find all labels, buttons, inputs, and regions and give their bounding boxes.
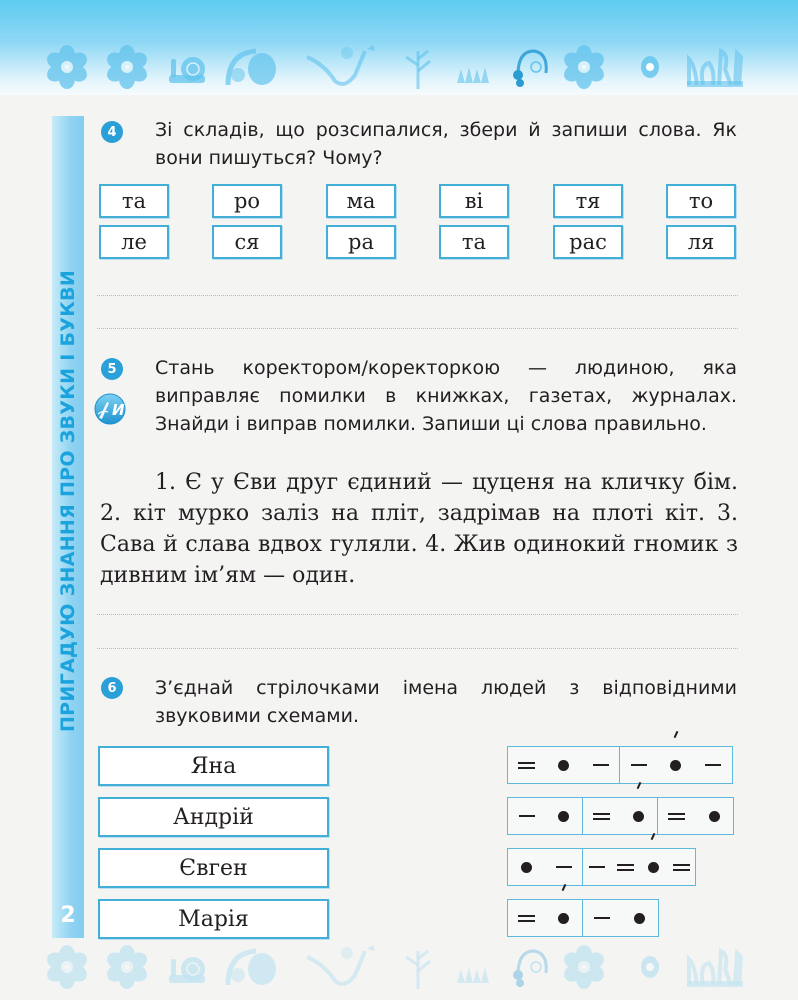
task-number-badge-4: 4 xyxy=(101,121,123,143)
bird-branch-icon xyxy=(305,45,385,89)
sound-scheme-1[interactable] xyxy=(507,746,733,784)
syllable-card[interactable]: ро xyxy=(212,184,282,218)
answer-line[interactable] xyxy=(97,295,738,296)
section-title xyxy=(52,116,84,886)
syllable-cell xyxy=(583,798,658,834)
vowel-dot-icon xyxy=(629,900,649,936)
name-label: Яна xyxy=(190,753,237,779)
name-box-yana[interactable] xyxy=(98,746,329,786)
vowel-dot-icon xyxy=(666,747,686,783)
vowel-dot-icon xyxy=(643,849,663,885)
hard-consonant-double-dash-icon xyxy=(667,798,687,834)
vowel-dot-icon xyxy=(517,849,537,885)
hard-consonant-double-dash-icon xyxy=(671,849,691,885)
syllable-card[interactable]: тя xyxy=(553,184,623,218)
hard-consonant-double-dash-icon xyxy=(517,900,537,936)
hard-consonant-double-dash-icon xyxy=(592,798,612,834)
vowel-dot-icon xyxy=(554,900,574,936)
svg-text:И: И xyxy=(112,401,125,419)
name-box-mariia[interactable] xyxy=(98,899,329,939)
name-box-andrii[interactable] xyxy=(98,797,329,837)
pen-letters-icon xyxy=(93,392,127,426)
syllable-card[interactable]: то xyxy=(666,184,736,218)
task4-instruction: Зі складів, що розсипалися, збери й запиши слова. Як вони пишуться? Чому? xyxy=(155,119,737,169)
fern-curl-icon xyxy=(508,45,552,89)
sprout-icon xyxy=(400,945,436,989)
syllable-cell xyxy=(508,747,620,783)
syllable-card[interactable]: рас xyxy=(553,225,623,259)
syllable-card[interactable]: ра xyxy=(326,225,396,259)
task-number-badge-6: 6 xyxy=(101,677,123,699)
vowel-dot-icon xyxy=(704,798,724,834)
leaf-swirl-icon xyxy=(222,945,282,989)
vowel-dot-icon xyxy=(554,747,574,783)
page-number: 2 xyxy=(60,902,76,928)
leaf-swirl-icon xyxy=(222,45,282,89)
syllable-card[interactable]: ля xyxy=(666,225,736,259)
task6-instruction: З’єднай стрілочками імена людей з відповідними звуковими схемами. xyxy=(155,677,737,727)
flower-icon xyxy=(45,45,89,89)
soft-consonant-dash-icon xyxy=(587,849,607,885)
vowel-dot-icon xyxy=(554,798,574,834)
syllable-card[interactable]: ле xyxy=(99,225,169,259)
syllable-card[interactable]: та xyxy=(439,225,509,259)
name-label: Андрій xyxy=(173,804,254,830)
syllable-card[interactable]: ві xyxy=(439,184,509,218)
soft-consonant-dash-icon xyxy=(554,849,574,885)
syllable-cell xyxy=(508,849,583,885)
syllable-card[interactable]: ся xyxy=(212,225,282,259)
flower-icon xyxy=(105,45,149,89)
hard-consonant-double-dash-icon xyxy=(615,849,635,885)
eye-flower-icon xyxy=(635,45,665,89)
flower-icon xyxy=(45,945,89,989)
flower-icon xyxy=(562,45,606,89)
name-label: Євген xyxy=(179,855,248,881)
name-label: Марія xyxy=(178,906,249,932)
vowel-dot-icon xyxy=(629,798,649,834)
snail-icon xyxy=(165,45,209,89)
answer-line[interactable] xyxy=(97,328,738,329)
header-ornaments xyxy=(0,45,798,95)
syllable-cell xyxy=(658,798,733,834)
answer-line[interactable] xyxy=(97,648,738,649)
soft-consonant-dash-icon xyxy=(592,900,612,936)
fern-curl-icon xyxy=(508,945,552,989)
bird-branch-icon xyxy=(305,945,385,989)
sound-scheme-3[interactable] xyxy=(507,848,696,886)
hard-consonant-double-dash-icon xyxy=(517,747,537,783)
seaweed-icon xyxy=(685,45,745,89)
flower-icon xyxy=(562,945,606,989)
task-number-badge-5: 5 xyxy=(101,358,123,380)
soft-consonant-dash-icon xyxy=(629,747,649,783)
soft-consonant-dash-icon xyxy=(517,798,537,834)
answer-line[interactable] xyxy=(97,614,738,615)
syllable-card[interactable]: ма xyxy=(326,184,396,218)
task5-instruction: Стань коректором/коректоркою — людиною, яка виправляє помилки в книжках, газетах, журналах. Знайди і виправ помилки. Запиши ці слова правильно. xyxy=(155,357,737,435)
seaweed-icon xyxy=(685,945,745,989)
soft-consonant-dash-icon xyxy=(591,747,611,783)
task5-exercise-text: 1. Є у Єви друг єдиний — цуценя на кличку бім. 2. кіт мурко заліз на пліт, задрімав на плоті кіт. 3. Сава й слава вдвох гуляли. 4. Жив одинокий гномик з дивним ім’ям — один. xyxy=(100,470,738,588)
stress-mark-icon xyxy=(674,731,679,738)
sound-scheme-4[interactable] xyxy=(507,899,659,937)
syllable-cell xyxy=(508,798,583,834)
syllable-cell xyxy=(583,900,658,936)
flower-icon xyxy=(105,945,149,989)
soft-consonant-dash-icon xyxy=(703,747,723,783)
grass-icon xyxy=(455,945,495,989)
sound-scheme-2[interactable] xyxy=(507,797,734,835)
syllable-cell xyxy=(583,849,695,885)
syllable-card[interactable]: та xyxy=(99,184,169,218)
eye-flower-icon xyxy=(635,945,665,989)
sprout-icon xyxy=(400,45,436,89)
section-title-text: ПРИГАДУЮ ЗНАННЯ ПРО ЗВУКИ І БУКВИ xyxy=(57,269,80,733)
grass-icon xyxy=(455,45,495,89)
footer-ornaments xyxy=(0,945,798,995)
name-box-yevhen[interactable] xyxy=(98,848,329,888)
syllable-cell xyxy=(508,900,583,936)
snail-icon xyxy=(165,945,209,989)
syllable-cell xyxy=(620,747,732,783)
